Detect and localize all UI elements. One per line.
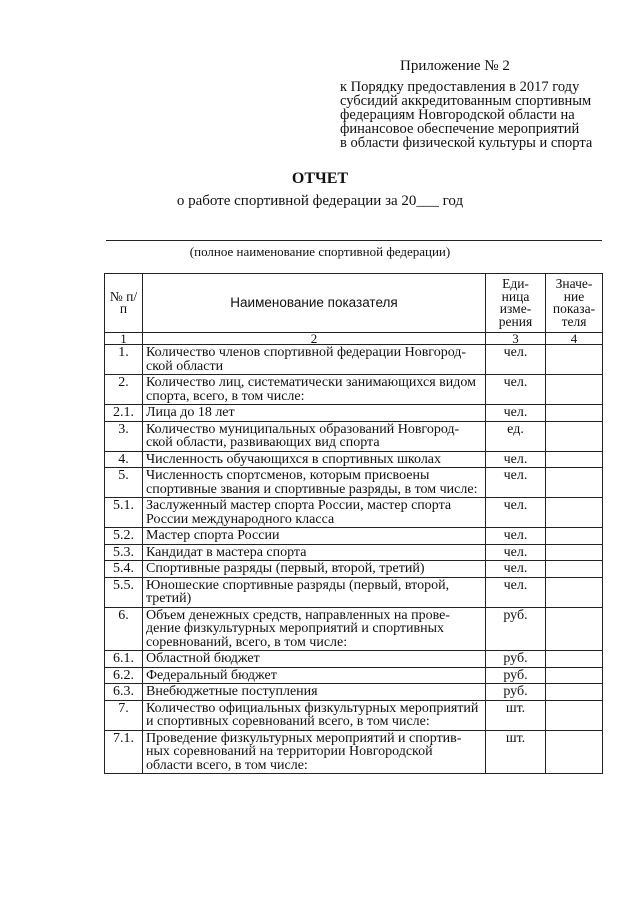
indicator-name: Лица до 18 лет	[143, 405, 486, 422]
table-header-row	[105, 274, 603, 333]
report-subtitle: о работе спортивной федерации за 20___ год	[176, 193, 464, 209]
row-number: 2.1.	[105, 405, 143, 422]
annex-title: Приложение № 2	[400, 58, 510, 74]
annex-body	[340, 80, 600, 150]
indicator-value[interactable]	[546, 405, 603, 422]
row-number: 6.3.	[105, 684, 143, 701]
row-number: 6.	[105, 607, 143, 651]
indicators-table	[104, 273, 603, 774]
indicator-name: Мастер спорта России	[143, 528, 486, 545]
unit-of-measure: чел.	[486, 528, 546, 545]
indicator-name: Кандидат в мастера спорта	[143, 544, 486, 561]
row-number: 5.4.	[105, 561, 143, 578]
table-row	[105, 528, 603, 545]
indicator-value[interactable]	[546, 730, 603, 774]
indicator-value[interactable]	[546, 577, 603, 607]
table-row	[105, 421, 603, 451]
table-row	[105, 667, 603, 684]
indicator-value[interactable]	[546, 700, 603, 730]
unit-of-measure: чел.	[486, 405, 546, 422]
unit-of-measure: руб.	[486, 684, 546, 701]
table-body	[105, 345, 603, 774]
row-number: 5.2.	[105, 528, 143, 545]
federation-name-line	[106, 240, 602, 241]
indicator-name: Спортивные разряды (первый, второй, третий)	[143, 561, 486, 578]
indicator-value[interactable]	[546, 375, 603, 405]
indicator-name: Численность спортсменов, которым присвоены спортивные звания и спортивные разряды, в том числе:	[143, 468, 486, 498]
table-row	[105, 375, 603, 405]
indicator-name: Проведение физкультурных мероприятий и спортив-ных соревнований на территории Новгородской области всего, в том числе:	[143, 730, 486, 774]
header-value: Значе- ние показа- теля	[546, 274, 603, 333]
table-row	[105, 577, 603, 607]
annex-line: в области физической культуры и спорта	[340, 135, 593, 151]
unit-of-measure: чел.	[486, 451, 546, 468]
row-number: 2.	[105, 375, 143, 405]
indicator-name: Областной бюджет	[143, 651, 486, 668]
unit-of-measure: чел.	[486, 345, 546, 375]
column-number: 4	[546, 333, 603, 345]
unit-of-measure: чел.	[486, 561, 546, 578]
column-number: 1	[105, 333, 143, 345]
annex-line: к Порядку предоставления в 2017 году	[340, 79, 580, 95]
unit-of-measure: руб.	[486, 651, 546, 668]
annex-line: субсидий аккредитованным спортивным	[340, 93, 592, 109]
row-number: 7.1.	[105, 730, 143, 774]
table-row	[105, 405, 603, 422]
indicator-name: Количество муниципальных образований Новгород-ской области, развивающих вид спорта	[143, 421, 486, 451]
unit-of-measure: руб.	[486, 667, 546, 684]
indicator-name: Количество официальных физкультурных мероприятий и спортивных соревнований всего, в том числе:	[143, 700, 486, 730]
table-row	[105, 651, 603, 668]
indicator-name: Количество лиц, систематически занимающихся видом спорта, всего, в том числе:	[143, 375, 486, 405]
table-row	[105, 468, 603, 498]
table-row	[105, 730, 603, 774]
indicator-name: Численность обучающихся в спортивных школах	[143, 451, 486, 468]
unit-of-measure: чел.	[486, 468, 546, 498]
row-number: 6.2.	[105, 667, 143, 684]
table-row	[105, 498, 603, 528]
indicator-value[interactable]	[546, 498, 603, 528]
header-num: № п/п	[105, 274, 143, 333]
unit-of-measure: чел.	[486, 375, 546, 405]
unit-of-measure: руб.	[486, 607, 546, 651]
table-row	[105, 544, 603, 561]
row-number: 1.	[105, 345, 143, 375]
indicator-value[interactable]	[546, 468, 603, 498]
indicator-name: Федеральный бюджет	[143, 667, 486, 684]
indicator-value[interactable]	[546, 421, 603, 451]
unit-of-measure: чел.	[486, 577, 546, 607]
unit-of-measure: шт.	[486, 730, 546, 774]
indicator-value[interactable]	[546, 684, 603, 701]
indicator-value[interactable]	[546, 651, 603, 668]
table-row	[105, 345, 603, 375]
annex-line: федерациям Новгородской области на	[340, 107, 575, 123]
unit-of-measure: шт.	[486, 700, 546, 730]
header-unit: Еди- ница изме- рения	[486, 274, 546, 333]
column-number: 2	[143, 333, 486, 345]
indicator-name: Юношеские спортивные разряды (первый, второй, третий)	[143, 577, 486, 607]
row-number: 4.	[105, 451, 143, 468]
indicator-value[interactable]	[546, 667, 603, 684]
header-name: Наименование показателя	[143, 274, 486, 333]
indicator-value[interactable]	[546, 528, 603, 545]
column-number-row	[105, 333, 603, 345]
indicator-value[interactable]	[546, 544, 603, 561]
row-number: 6.1.	[105, 651, 143, 668]
row-number: 5.3.	[105, 544, 143, 561]
row-number: 5.	[105, 468, 143, 498]
indicator-value[interactable]	[546, 607, 603, 651]
row-number: 5.5.	[105, 577, 143, 607]
table-row	[105, 561, 603, 578]
column-number: 3	[486, 333, 546, 345]
indicator-value[interactable]	[546, 451, 603, 468]
report-title: ОТЧЕТ	[291, 170, 349, 187]
annex-line: финансовое обеспечение мероприятий	[340, 121, 580, 137]
row-number: 7.	[105, 700, 143, 730]
table-row	[105, 451, 603, 468]
unit-of-measure: ед.	[486, 421, 546, 451]
indicator-name: Количество членов спортивной федерации Новгород-ской области	[143, 345, 486, 375]
row-number: 5.1.	[105, 498, 143, 528]
indicator-value[interactable]	[546, 561, 603, 578]
indicator-name: Объем денежных средств, направленных на прове-дение физкультурных мероприятий и спортивных соревнований, всего, в том числе:	[143, 607, 486, 651]
row-number: 3.	[105, 421, 143, 451]
table-row	[105, 607, 603, 651]
indicator-name: Заслуженный мастер спорта России, мастер спорта России международного класса	[143, 498, 486, 528]
unit-of-measure: чел.	[486, 544, 546, 561]
federation-name-hint: (полное наименование спортивной федерации)	[189, 244, 451, 259]
unit-of-measure: чел.	[486, 498, 546, 528]
indicator-name: Внебюджетные поступления	[143, 684, 486, 701]
indicator-value[interactable]	[546, 345, 603, 375]
table-row	[105, 700, 603, 730]
table-row	[105, 684, 603, 701]
